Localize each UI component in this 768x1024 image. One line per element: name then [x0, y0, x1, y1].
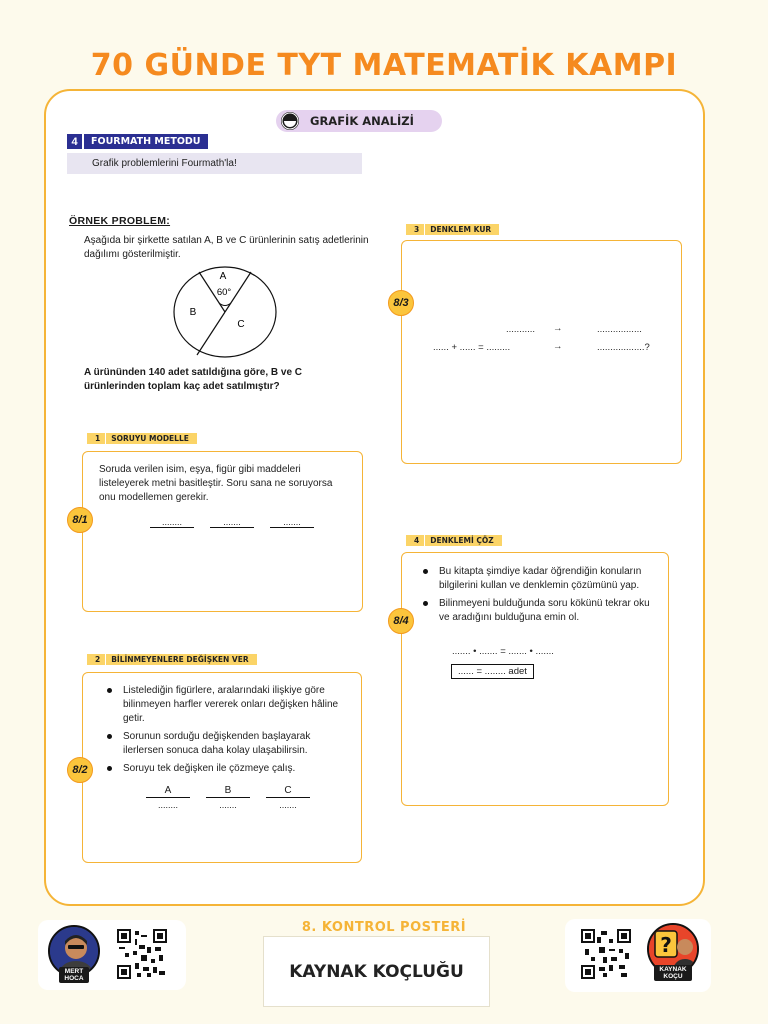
- step-1-text: Soruda verilen isim, eşya, figür gibi maddeleri listeleyerek metni basitleştir. Soru sana ne soruyorsa onu modellemen gerekir.: [99, 464, 333, 503]
- example-text: Aşağıda bir şirkette satılan A, B ve C ürünlerinin satış adetlerinin dağılımı gösterilmiştir.: [84, 235, 369, 260]
- section-header-pill: [276, 110, 442, 132]
- step-2-bullet: Sorunun sorduğu değişkenden başlayarak ilerlersen sonuca daha kolay ulaşabilirsin.: [106, 730, 346, 758]
- step-2-bullet: Listelediğin figürlere, aralarındaki ilişkiye göre bilinmeyen harfler vererek onları değişken hâline getir.: [106, 684, 346, 726]
- step-2-label: [87, 654, 257, 665]
- step-4-title: DENKLEMİ ÇÖZ: [430, 536, 494, 545]
- qr-code-icon[interactable]: [117, 929, 167, 979]
- step-4-bullets: [422, 565, 658, 629]
- kaynak-kocu-avatar[interactable]: [647, 923, 699, 981]
- step-2-bullets: [106, 684, 346, 780]
- step-2-bullet: Soruyu tek değişken ile çözmeye çalış.: [106, 762, 346, 776]
- mert-hoca-avatar[interactable]: [48, 925, 100, 983]
- poster-label: 8. KONTROL POSTERİ: [301, 920, 467, 935]
- section-header-label: GRAFİK ANALİZİ: [310, 114, 414, 128]
- method-description: Grafik problemlerini Fourmath'la!: [67, 153, 362, 174]
- step-3-badge: 8/3: [388, 290, 414, 316]
- arrow-right-icon: →: [553, 323, 563, 334]
- avatar-caption-line: MERT: [64, 968, 84, 975]
- step-2-columns: [146, 785, 310, 810]
- step-1-blank[interactable]: ........: [150, 517, 194, 528]
- kaynak-kocluğu-card[interactable]: KAYNAK KOÇLUĞU: [263, 936, 490, 1007]
- step-1-blank[interactable]: .......: [210, 517, 254, 528]
- example-title: ÖRNEK PROBLEM:: [69, 215, 171, 227]
- step-2-column-label: C: [266, 785, 310, 798]
- half-circle-icon: [281, 112, 299, 130]
- step-1-blank[interactable]: .......: [270, 517, 314, 528]
- step-3-number: 3: [406, 224, 425, 235]
- step-1-blanks: [150, 517, 314, 528]
- avatar-caption-line: HOCA: [64, 975, 84, 982]
- step-4-bullet: Bilinmeyeni bulduğunda soru kökünü tekrar oku ve aradığını bulduğuna emin ol.: [422, 597, 658, 625]
- step-1-number: 1: [87, 433, 106, 444]
- avatar-caption-line: KAYNAK: [659, 966, 687, 973]
- step-1-label: [87, 433, 197, 444]
- pie-label-a: A: [219, 271, 227, 282]
- step-4-bullet: Bu kitapta şimdiye kadar öğrendiğin konuların bilgilerini kullan ve denklemin çözümünü yap.: [422, 565, 658, 593]
- qr-code-icon[interactable]: [581, 929, 631, 979]
- step-3-label: [406, 224, 499, 235]
- step-2-column: [206, 785, 250, 810]
- step-3-row2-right[interactable]: ..................?: [597, 342, 650, 353]
- pie-diagram: [172, 266, 278, 358]
- avatar-caption: [59, 967, 88, 983]
- step-3-row1-left[interactable]: ...........: [506, 324, 536, 335]
- step-1-badge: 8/1: [67, 507, 93, 533]
- step-3-row2-left[interactable]: ...... + ...... = .........: [433, 342, 511, 353]
- pie-label-b: B: [189, 307, 197, 318]
- step-2-column-blank[interactable]: .......: [279, 800, 297, 810]
- step-2-column-blank[interactable]: ........: [157, 800, 178, 810]
- example-question: A ürününden 140 adet satıldığına göre, B ve C ürünlerinden toplam kaç adet satılmıştır?: [84, 367, 303, 392]
- step-4-label: [406, 535, 502, 546]
- step-4-result-box[interactable]: ...... = ........ adet: [451, 664, 534, 679]
- step-2-column: [146, 785, 190, 810]
- page-title: 70 GÜNDE TYT MATEMATİK KAMPI: [90, 48, 678, 83]
- step-1-title: SORUYU MODELLE: [111, 434, 189, 443]
- pie-label-c: C: [237, 319, 245, 330]
- step-2-badge: 8/2: [67, 757, 93, 783]
- step-2-title: BİLİNMEYENLERE DEĞİŞKEN VER: [111, 655, 249, 664]
- step-3-title: DENKLEM KUR: [430, 225, 492, 234]
- arrow-right-icon: →: [553, 341, 563, 352]
- method-number: 4: [67, 134, 82, 149]
- step-2-number: 2: [87, 654, 106, 665]
- step-2-column: [266, 785, 310, 810]
- pie-angle-label: 60°: [216, 287, 232, 298]
- step-4-number: 4: [406, 535, 425, 546]
- method-label: [67, 134, 208, 149]
- avatar-caption: [654, 965, 691, 981]
- avatar-caption-line: KOÇU: [663, 973, 683, 980]
- step-2-column-blank[interactable]: .......: [219, 800, 237, 810]
- step-2-column-label: A: [146, 785, 190, 798]
- method-title: FOURMATH METODU: [84, 134, 208, 149]
- step-3-row1-right[interactable]: .................: [597, 324, 642, 335]
- question-mark-icon: ?: [660, 933, 672, 957]
- step-4-badge: 8/4: [388, 608, 414, 634]
- step-4-equation[interactable]: ....... • ....... = ....... • .......: [452, 646, 554, 657]
- step-2-column-label: B: [206, 785, 250, 798]
